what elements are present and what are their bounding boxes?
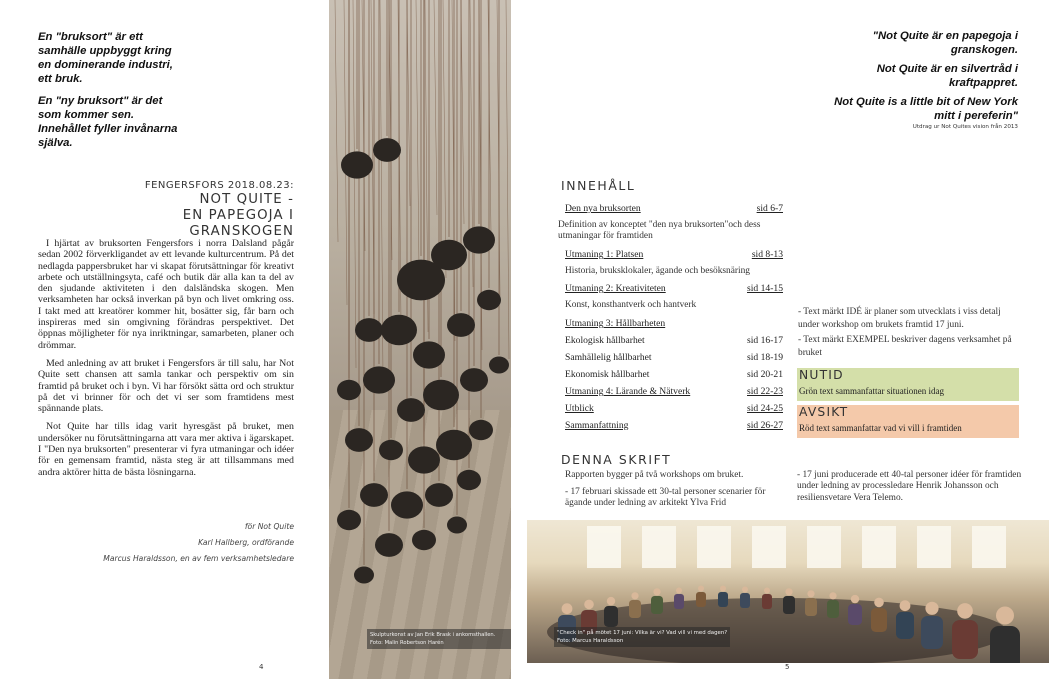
person-body [674, 594, 684, 609]
person-head [676, 588, 682, 594]
person-head [785, 588, 792, 595]
toc-label[interactable]: Utmaning 2: Kreativiteten [565, 283, 666, 294]
toc-page[interactable]: sid 8-13 [751, 249, 783, 260]
person-body [740, 593, 750, 608]
person-body [604, 606, 618, 627]
quote-line: "Not Quite är en papegoja i granskogen. [872, 30, 1018, 56]
toc-item[interactable] [565, 403, 783, 414]
signature-line: för Not Quite [244, 522, 294, 531]
body-paragraph: I hjärtat av bruksorten Fengersfors i norra Dalsland pågår sedan 2002 förverkligandet av ett levande kulturcentrum. På det nedlagda pappersbruket har vi skapat förutsättningar för kreativt arbete och utställningsyta, café och butik där alla kan ta del av den sjudande aktiviteten i den dalsländska skogen. Men verksamheten har också inverkan på byn och livet omkring oss. I takt med att kreatörer kommer hit, bosätter sig, får barn och inspireras med sin omgivning förändras perspektivet. Det öppnas möjligheter för nya inriktningar, samarbeten, planer och drömmar. [38, 238, 294, 351]
toc-item[interactable] [565, 386, 783, 397]
sculpture-bulb [477, 290, 501, 310]
quote-line: Not Quite är en silvertråd i kraftpappret. [876, 63, 1018, 89]
sculpture-bulb [460, 368, 488, 392]
caption-text: "Check in" på mötet 17 juni: Vilka är vi? Vad vill vi med dagen? [557, 630, 728, 636]
person-body [896, 612, 914, 639]
toc-label[interactable]: Utmaning 3: Hållbarheten [565, 318, 666, 329]
sculpture-bulb [469, 420, 493, 440]
vision-source: Utdrag ur Not Quites vision från 2013 [912, 124, 1018, 130]
toc-item[interactable] [565, 203, 783, 214]
title-sub: EN PAPEGOJA I GRANSKOGEN [182, 208, 294, 239]
vision-quote [820, 30, 1018, 129]
toc-item[interactable] [565, 369, 783, 380]
sculpture-bulb [413, 341, 445, 368]
person-head [720, 586, 726, 592]
sculpture-bulb [391, 491, 423, 518]
article-body [38, 238, 294, 485]
quote-paragraph: En "ny bruksort" är det som kommer sen. Innehållet fyller invånarna själva. [38, 95, 178, 149]
sculpture-bulb [436, 430, 472, 461]
toc-item[interactable] [565, 352, 783, 363]
avsikt-text: Röd text sammanfattar vad vi vill i framtiden [799, 423, 962, 433]
toc-item[interactable] [565, 420, 783, 431]
toc-description: Konst, konsthantverk och hantverk [565, 300, 697, 310]
window [972, 526, 1006, 568]
sculpture-bulb [447, 313, 475, 337]
photo-caption [367, 629, 511, 649]
window [752, 526, 786, 568]
skrift-workshop-feb: - 17 februari skissade ett 30-tal personer scenarier för ägande under ledning av arkitekt Ylva Frid [565, 487, 766, 509]
person-body [921, 616, 943, 649]
person-body [827, 600, 839, 618]
window [587, 526, 621, 568]
legend-note-exempel: - Text märkt EXEMPEL beskriver dagens verksamhet på bruket [798, 335, 1012, 358]
sculpture-bulb [397, 398, 425, 422]
toc-label[interactable]: Utmaning 4: Lärande & Nätverk [565, 386, 691, 397]
toc-heading: INNEHÅLL [561, 178, 636, 193]
signature [90, 519, 294, 567]
person-head [631, 592, 638, 599]
person-head [698, 586, 704, 592]
person-head [851, 595, 859, 603]
person-head [584, 600, 594, 610]
body-paragraph: Med anledning av att bruket i Fengersfors är till salu, har Not Quite sett chansen att samla tankar och perspektiv om sin framtid på bruket och i byn. Vi har försökt sätta ord och struktur på det vi brinner för och det vi ser som framtidens mest spännande plats. [38, 357, 294, 415]
toc-label[interactable]: Samhällelig hållbarhet [565, 352, 652, 363]
sculpture-bulb [425, 483, 453, 507]
sculpture-bulb [379, 440, 403, 460]
article-title [80, 179, 294, 240]
person-head [562, 603, 573, 614]
nutid-legend-box [797, 368, 1019, 401]
person-head [874, 598, 884, 608]
toc-page[interactable]: sid 22-23 [747, 386, 783, 397]
person-body [990, 626, 1020, 663]
signature-line: Karl Hallberg, ordförande [198, 538, 294, 547]
window [642, 526, 676, 568]
toc-item[interactable] [565, 335, 783, 346]
sculpture-bulb [345, 428, 373, 452]
sculpture-bulb [355, 318, 383, 342]
person-head [829, 592, 836, 599]
sculpture-bulb [341, 151, 373, 178]
person-head [996, 607, 1014, 625]
toc-page[interactable]: sid 24-25 [747, 403, 783, 414]
person-body [783, 596, 795, 614]
sculpture-bulb [447, 517, 467, 534]
sculpture-bulb [463, 226, 495, 253]
toc-item[interactable] [565, 283, 783, 294]
window [862, 526, 896, 568]
sculpture-bulb [360, 483, 388, 507]
window [807, 526, 841, 568]
person-body [762, 594, 772, 609]
quote-line: Not Quite is a little bit of New York mitt i pereferin" [834, 96, 1018, 122]
person-head [742, 587, 748, 593]
person-body [848, 604, 862, 625]
person-head [807, 590, 814, 597]
sculpture-bulb [363, 366, 395, 393]
toc-label[interactable]: Den nya bruksorten [565, 203, 641, 214]
toc-description: Definition av konceptet "den nya bruksorten"och dess utmaningar för framtiden [558, 220, 761, 242]
person-body [952, 620, 978, 659]
caption-credit: Foto: Marcus Haraldsson [557, 638, 624, 644]
legend-note-ide: - Text märkt IDÉ är planer som utvecklats i viss detalj under workshop om brukets framtid 17 juni. [798, 307, 1001, 330]
toc-item[interactable] [565, 249, 783, 260]
toc-label[interactable]: Utblick [565, 403, 594, 414]
toc-item[interactable] [565, 318, 783, 329]
title-main: NOT QUITE - [199, 192, 294, 207]
caption-text: Skulpturkonst av Jan Erik Brask i ankomsthallen. [370, 632, 496, 638]
sculpture-bulb [489, 357, 509, 374]
sculpture-bulb [337, 510, 361, 530]
body-paragraph: Not Quite har tills idag varit hyresgäst på bruket, men undersöker nu förutsättningarna att vara mer aktiva i ägarskapet. I "Den nya bruksorten" presenterar vi fyra utmaningar och idéer för en gemensam framtid, nästa steg är att tillsammans med andra aktörer hitta de bästa lösningarna. [38, 421, 294, 478]
sculpture-bulb [337, 380, 361, 400]
sculpture-bulb [412, 530, 436, 550]
nutid-text: Grön text sammanfattar situationen idag [799, 386, 944, 396]
skrift-workshop-jun: - 17 juni producerade ett 40-tal personer idéer för framtiden under ledning av processledare Henrik Johansson och resiliensvetare Vera Telemo. [797, 470, 1022, 503]
workshop-photo [527, 520, 1049, 663]
sculpture-bulb [423, 380, 459, 411]
person-body [629, 600, 641, 618]
window [917, 526, 951, 568]
toc-page[interactable]: sid 6-7 [756, 203, 783, 214]
toc-page[interactable]: sid 20-21 [747, 369, 783, 380]
sculpture-bulb [354, 567, 374, 584]
toc-label[interactable]: Ekologisk hållbarhet [565, 335, 645, 346]
caption-credit: Foto: Malin Robertson Harén [370, 640, 444, 646]
toc-label[interactable]: Sammanfattning [565, 420, 629, 431]
sculpture-bulb [457, 470, 481, 490]
signature-line: Marcus Haraldsson, en av fem verksamhetsledare [103, 554, 294, 563]
skrift-intro: Rapporten bygger på två workshops om bruket. [565, 470, 744, 480]
sculpture-bulb [375, 533, 403, 557]
photo-caption [554, 627, 730, 647]
person-body [696, 592, 706, 607]
avsikt-heading: AVSIKT [799, 405, 849, 419]
person-head [764, 588, 770, 594]
person-body [718, 592, 728, 607]
person-body [871, 608, 887, 632]
sculpture-photo [329, 0, 511, 679]
toc-label[interactable]: Ekonomisk hållbarhet [565, 369, 650, 380]
toc-page[interactable]: sid 14-15 [747, 283, 783, 294]
person-body [651, 596, 663, 614]
sculpture-bulb [431, 240, 467, 271]
toc-page[interactable]: sid 16-17 [747, 335, 783, 346]
quote-paragraph: En "bruksort" är ett samhälle uppbyggt kring en dominerande industri, ett bruk. [38, 31, 173, 85]
skrift-heading: DENNA SKRIFT [561, 452, 672, 467]
page-number-right: 5 [785, 663, 790, 671]
intro-quote [38, 30, 188, 158]
sculpture-bulb [408, 446, 440, 473]
person-head [900, 600, 911, 611]
avsikt-legend-box [797, 405, 1019, 438]
toc-label[interactable]: Utmaning 1: Platsen [565, 249, 644, 260]
person-head [925, 602, 938, 615]
person-body [805, 598, 817, 616]
hanging-sculptures-illustration [329, 0, 511, 679]
title-dateline: FENGERSFORS 2018.08.23: [144, 180, 294, 191]
window [697, 526, 731, 568]
toc-page[interactable]: sid 18-19 [747, 352, 783, 363]
person-head [957, 603, 973, 619]
person-head [653, 588, 660, 595]
page-number-left: 4 [259, 663, 264, 671]
sculpture-bulb [381, 315, 417, 346]
toc-description: Historia, bruksklokaler, ägande och besöksnäring [565, 266, 750, 276]
nutid-heading: NUTID [799, 368, 844, 382]
sculpture-bulb [373, 138, 401, 162]
toc-page[interactable]: sid 26-27 [747, 420, 783, 431]
person-head [607, 597, 615, 605]
